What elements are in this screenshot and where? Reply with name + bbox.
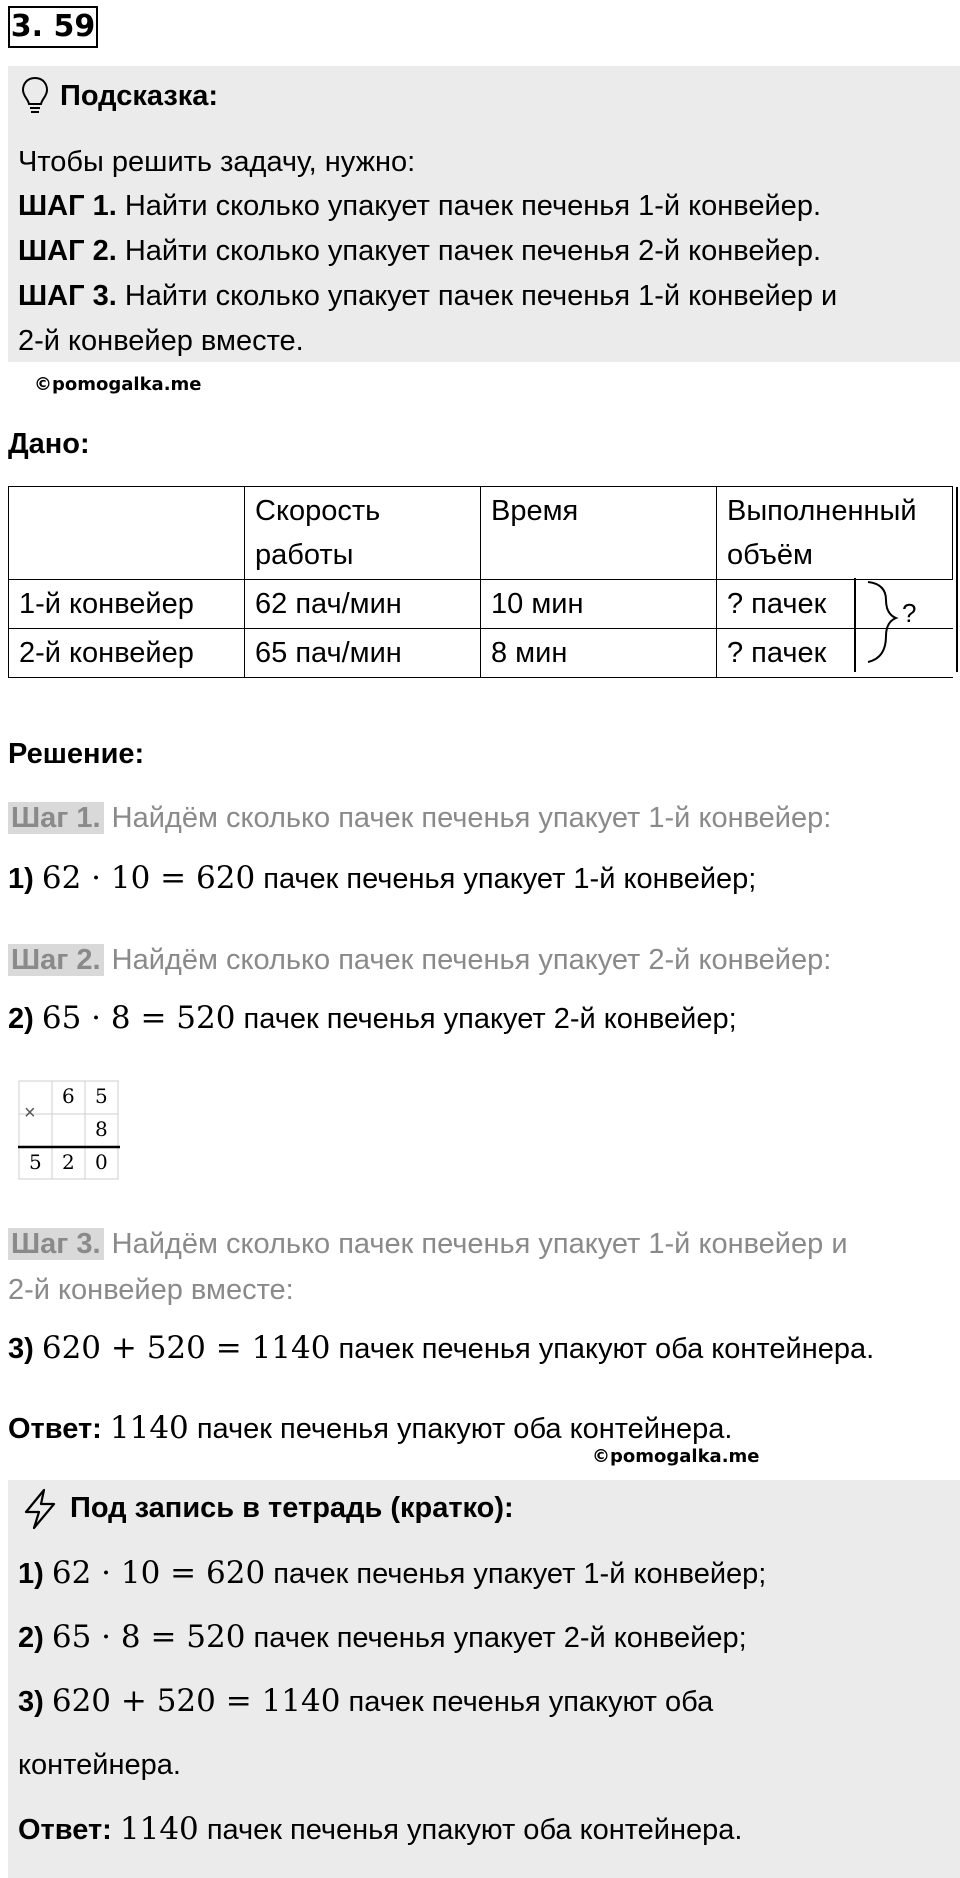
- step-1-heading: [8, 798, 831, 838]
- table-cell: 10 мин: [481, 580, 717, 629]
- table-header-row: [9, 487, 953, 580]
- hint-step-label: ШАГ 1.: [18, 190, 117, 222]
- table-header-cell: Время: [481, 487, 717, 580]
- line-index: 2): [18, 1622, 44, 1654]
- column-multiplication: [18, 1080, 120, 1180]
- line-text: пачек печенья упакует 2-й конвейер;: [243, 1003, 737, 1035]
- answer-line: [8, 1408, 732, 1449]
- calc-digit: 8: [95, 1117, 108, 1141]
- notebook-answer: [18, 1809, 742, 1850]
- step-text: Найдём сколько пачек печенья упакует 1-й конвейер и: [111, 1228, 848, 1260]
- hint-step-text: Найти сколько упакует пачек печенья 1-й конвейер и: [124, 280, 838, 312]
- hint-step-label: ШАГ 2.: [18, 235, 117, 267]
- step-2-heading: [8, 940, 831, 980]
- notebook-title: Под запись в тетрадь (кратко):: [70, 1492, 514, 1524]
- lightbulb-icon: [20, 76, 50, 114]
- line-index: 2): [8, 1003, 34, 1035]
- step-tag: Шаг 1.: [8, 802, 104, 834]
- answer-label: Ответ:: [8, 1413, 102, 1445]
- math-expression: 65 · 8 = 520: [41, 1000, 236, 1036]
- line-text: пачек печенья упакуют оба контейнера.: [338, 1333, 875, 1365]
- answer-math: 1140: [109, 1410, 189, 1446]
- line-text: пачек печенья упакует 1-й конвейер;: [273, 1558, 767, 1590]
- hint-title: Подсказка:: [60, 80, 219, 112]
- line-index: 3): [18, 1686, 44, 1718]
- step-text: Найдём сколько пачек печенья упакует 2-й конвейер:: [111, 944, 832, 976]
- line-index: 1): [18, 1558, 44, 1590]
- solution-line-1: [8, 858, 756, 899]
- multiply-sign: ×: [24, 1102, 36, 1124]
- line-text: пачек печенья упакуют оба: [348, 1686, 714, 1718]
- calc-digit: 2: [62, 1150, 75, 1174]
- answer-math: 1140: [119, 1811, 199, 1847]
- calc-digit: 5: [95, 1084, 108, 1108]
- math-expression: 620 + 520 = 1140: [41, 1330, 331, 1366]
- table-cell: 2-й конвейер: [9, 629, 245, 678]
- hint-step-1: [18, 184, 821, 228]
- table-divider: [854, 578, 856, 672]
- hint-step-label: ШАГ 3.: [18, 280, 117, 312]
- watermark: ©pomogalka.me: [592, 1446, 760, 1467]
- hint-step-3: [18, 274, 837, 318]
- table-cell: ? пачек: [717, 580, 953, 629]
- hint-step-3-cont: 2-й конвейер вместе.: [18, 325, 304, 357]
- table-row: [9, 629, 953, 678]
- hint-step-text: Найти сколько упакует пачек печенья 1-й конвейер.: [124, 190, 821, 222]
- table-header-cell: [9, 487, 245, 580]
- table-cell: 1-й конвейер: [9, 580, 245, 629]
- line-text: пачек печенья упакует 1-й конвейер;: [263, 863, 757, 895]
- lightning-icon: [20, 1488, 60, 1530]
- table-header-cell: Выполненный объём: [717, 487, 953, 580]
- math-expression: 62 · 10 = 620: [51, 1555, 266, 1591]
- step-tag: Шаг 2.: [8, 944, 104, 976]
- line-index: 1): [8, 863, 34, 895]
- step-3-heading: [8, 1224, 848, 1264]
- problem-number: 3. 59: [8, 6, 98, 48]
- answer-text: пачек печенья упакуют оба контейнера.: [196, 1413, 733, 1445]
- step-tag: Шаг 3.: [8, 1228, 104, 1260]
- calc-digit: 6: [62, 1084, 75, 1108]
- solution-line-3: [8, 1328, 874, 1369]
- step-text: Найдём сколько пачек печенья упакует 1-й конвейер:: [111, 802, 832, 834]
- notebook-line-1: [18, 1553, 766, 1594]
- solution-line-2: [8, 998, 737, 1039]
- step-3-heading-cont: 2-й конвейер вместе:: [8, 1274, 294, 1306]
- total-question-mark: ?: [902, 598, 917, 628]
- given-table: [8, 486, 953, 678]
- table-right-border: [956, 487, 958, 672]
- math-expression: 62 · 10 = 620: [41, 860, 256, 896]
- hint-step-text: Найти сколько упакует пачек печенья 2-й конвейер.: [124, 235, 821, 267]
- table-cell: 62 пач/мин: [245, 580, 481, 629]
- table-row: [9, 580, 953, 629]
- line-text: пачек печенья упакует 2-й конвейер;: [253, 1622, 747, 1654]
- table-header-cell: Скорость работы: [245, 487, 481, 580]
- table-cell: ? пачек: [717, 629, 953, 678]
- table-cell: 65 пач/мин: [245, 629, 481, 678]
- given-title: Дано:: [8, 428, 90, 460]
- answer-label: Ответ:: [18, 1814, 112, 1846]
- notebook-line-3: [18, 1681, 713, 1722]
- math-expression: 620 + 520 = 1140: [51, 1683, 341, 1719]
- table-cell: 8 мин: [481, 629, 717, 678]
- hint-step-2: [18, 229, 821, 273]
- watermark: ©pomogalka.me: [34, 374, 202, 395]
- answer-text: пачек печенья упакуют оба контейнера.: [206, 1814, 743, 1846]
- notebook-line-2: [18, 1617, 747, 1658]
- notebook-line-3-cont: контейнера.: [18, 1749, 181, 1781]
- line-index: 3): [8, 1333, 34, 1365]
- calc-digit: 0: [95, 1150, 108, 1174]
- math-expression: 65 · 8 = 520: [51, 1619, 246, 1655]
- hint-intro: Чтобы решить задачу, нужно:: [18, 146, 416, 178]
- calc-digit: 5: [29, 1150, 42, 1174]
- solution-title: Решение:: [8, 738, 145, 770]
